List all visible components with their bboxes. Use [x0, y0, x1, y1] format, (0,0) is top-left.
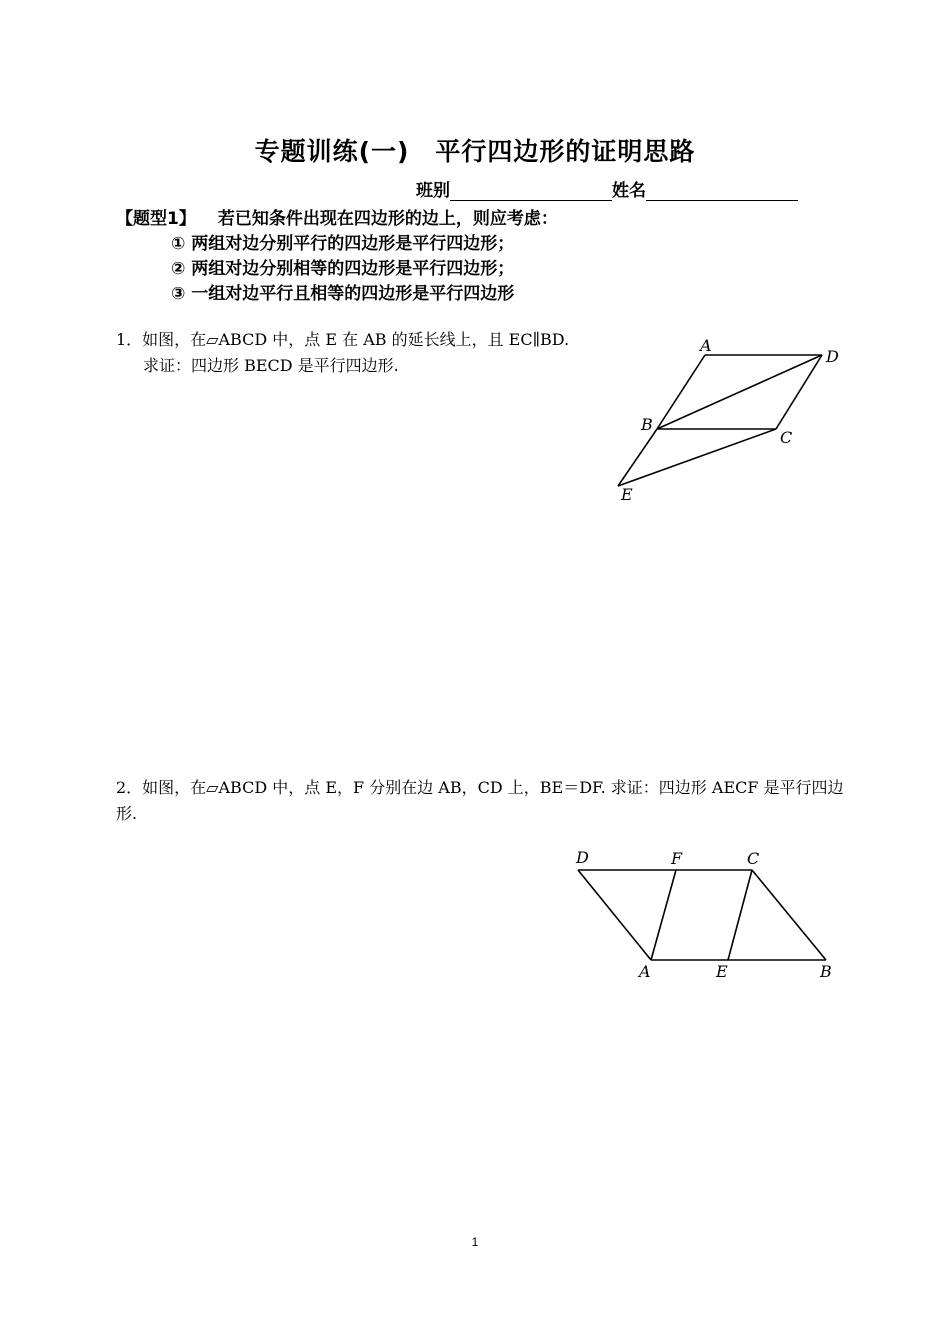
rule-item: ① 两组对边分别平行的四边形是平行四边形； [171, 234, 515, 254]
label-C: C [780, 428, 793, 447]
rule-item: ③ 一组对边平行且相等的四边形是平行四边形 [171, 284, 515, 304]
type1-intro: 若已知条件出现在四边形的边上，则应考虑： [217, 209, 558, 229]
q1-prove: 求证：四边形 BECD 是平行四边形. [143, 356, 399, 375]
q2-statement-cont: 形. [116, 804, 138, 823]
label-D: D [826, 347, 839, 366]
name-blank[interactable] [646, 182, 798, 201]
type1-heading [116, 204, 558, 229]
class-blank[interactable] [450, 182, 612, 201]
q2-statement: 2．如图，在▱ABCD 中，点 E，F 分别在边 AB，CD 上，BE＝DF. 求证：四边形 AECF 是平行四边 [116, 778, 844, 797]
type1-tag: 【题型1】 [116, 209, 196, 229]
label-F: F [671, 849, 683, 868]
page-title [0, 132, 950, 168]
label-E: E [716, 962, 728, 981]
label-B: B [820, 962, 832, 981]
q2-figure [560, 845, 850, 990]
label-C: C [747, 849, 760, 868]
label-E: E [621, 485, 633, 504]
label-D: D [576, 848, 589, 867]
title-topic: 专题训练(一) [254, 137, 410, 166]
name-label: 姓名 [612, 181, 646, 201]
class-label: 班别 [416, 181, 450, 201]
q1-statement: 1．如图，在▱ABCD 中，点 E 在 AB 的延长线上，且 EC∥BD. [116, 330, 570, 349]
label-A: A [700, 336, 712, 355]
student-info-line [416, 176, 798, 201]
label-B: B [641, 415, 653, 434]
label-A: A [639, 962, 651, 981]
page-number: 1 [471, 1235, 479, 1249]
title-subject: 平行四边形的证明思路 [435, 137, 696, 166]
rule-item: ② 两组对边分别相等的四边形是平行四边形； [171, 259, 515, 279]
q1-figure [600, 330, 860, 510]
